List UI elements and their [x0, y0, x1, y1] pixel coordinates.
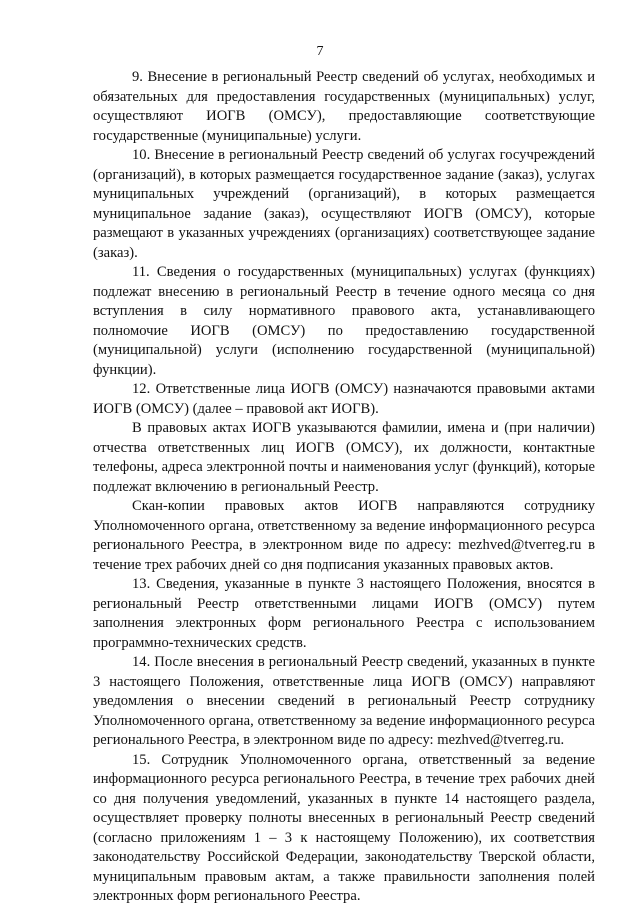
paragraph-item-14: 14. После внесения в региональный Реестр сведений, указанных в пункте 3 настоящего Положения, ответственные лица ИОГВ (ОМСУ) направляют уведомления о внесении сведений в региональный Реестр сотруднику Уполномоченного органа, ответственному за ведение информационного ресурса регионального Реестра, в электронном виде по адресу: mezhved@tverreg.ru.	[93, 654, 595, 748]
paragraph-item-10: 10. Внесение в региональный Реестр сведений об услугах госучреждений (организаций), в которых размещается государственное задание (заказ), услугах муниципальных учреждений (организаций), в которых размещается муниципальное задание (заказ), осуществляют ИОГВ (ОМСУ), которые размещают в указанных учреждениях (организациях) соответствующее задание (заказ).	[93, 147, 595, 261]
paragraph-scan-copies: Скан-копии правовых актов ИОГВ направляются сотруднику Уполномоченного органа, ответственному за ведение информационного ресурса регионального Реестра, в электронном виде по адресу: mezhved@tverreg.ru в течение трех рабочих дней со дня подписания указанных правовых актов.	[93, 498, 595, 573]
paragraph-legal-acts-content: В правовых актах ИОГВ указываются фамилии, имена и (при наличии) отчества ответственных лиц ИОГВ (ОМСУ), их должности, контактные телефоны, адреса электронной почты и наименования услуг (функций), которые подлежат включению в региональный Реестр.	[93, 420, 595, 495]
paragraph-item-12: 12. Ответственные лица ИОГВ (ОМСУ) назначаются правовыми актами ИОГВ (ОМСУ) (далее – правовой акт ИОГВ).	[93, 381, 595, 417]
paragraph-item-13: 13. Сведения, указанные в пункте 3 настоящего Положения, вносятся в региональный Реестр ответственными лицами ИОГВ (ОМСУ) путем заполнения электронных форм регионального Реестра с использованием программно-технических средств.	[93, 576, 595, 651]
paragraph-item-15: 15. Сотрудник Уполномоченного органа, ответственный за ведение информационного ресурса регионального Реестра, в течение трех рабочих дней со дня получения уведомлений, указанных в пункте 14 настоящего раздела, осуществляет проверку полноты внесенных в региональный Реестр сведений (согласно приложениям 1 – 3 к настоящему Положению), их соответствия законодательству Российской Федерации, законодательству Тверской области, муниципальным правовым актам, а также правильности заполнения полей электронных форм регионального Реестра.	[93, 751, 595, 904]
paragraph-item-9: 9. Внесение в региональный Реестр сведений об услугах, необходимых и обязательных для предоставления государственных (муниципальных) услуг, осуществляют ИОГВ (ОМСУ), предоставляющие соответствующие государственные (муниципальные) услуги.	[93, 69, 595, 144]
paragraph-item-11: 11. Сведения о государственных (муниципальных) услугах (функциях) подлежат внесению в региональный Реестр в течение одного месяца со дня вступления в силу нормативного правового акта, устанавливающего полномочие ИОГВ (ОМСУ) по предоставлению государственной (муниципальной) услуги (исполнению государственной (муниципальной) функции).	[93, 264, 595, 378]
document-body	[93, 68, 595, 907]
page-number: 7	[316, 44, 324, 59]
